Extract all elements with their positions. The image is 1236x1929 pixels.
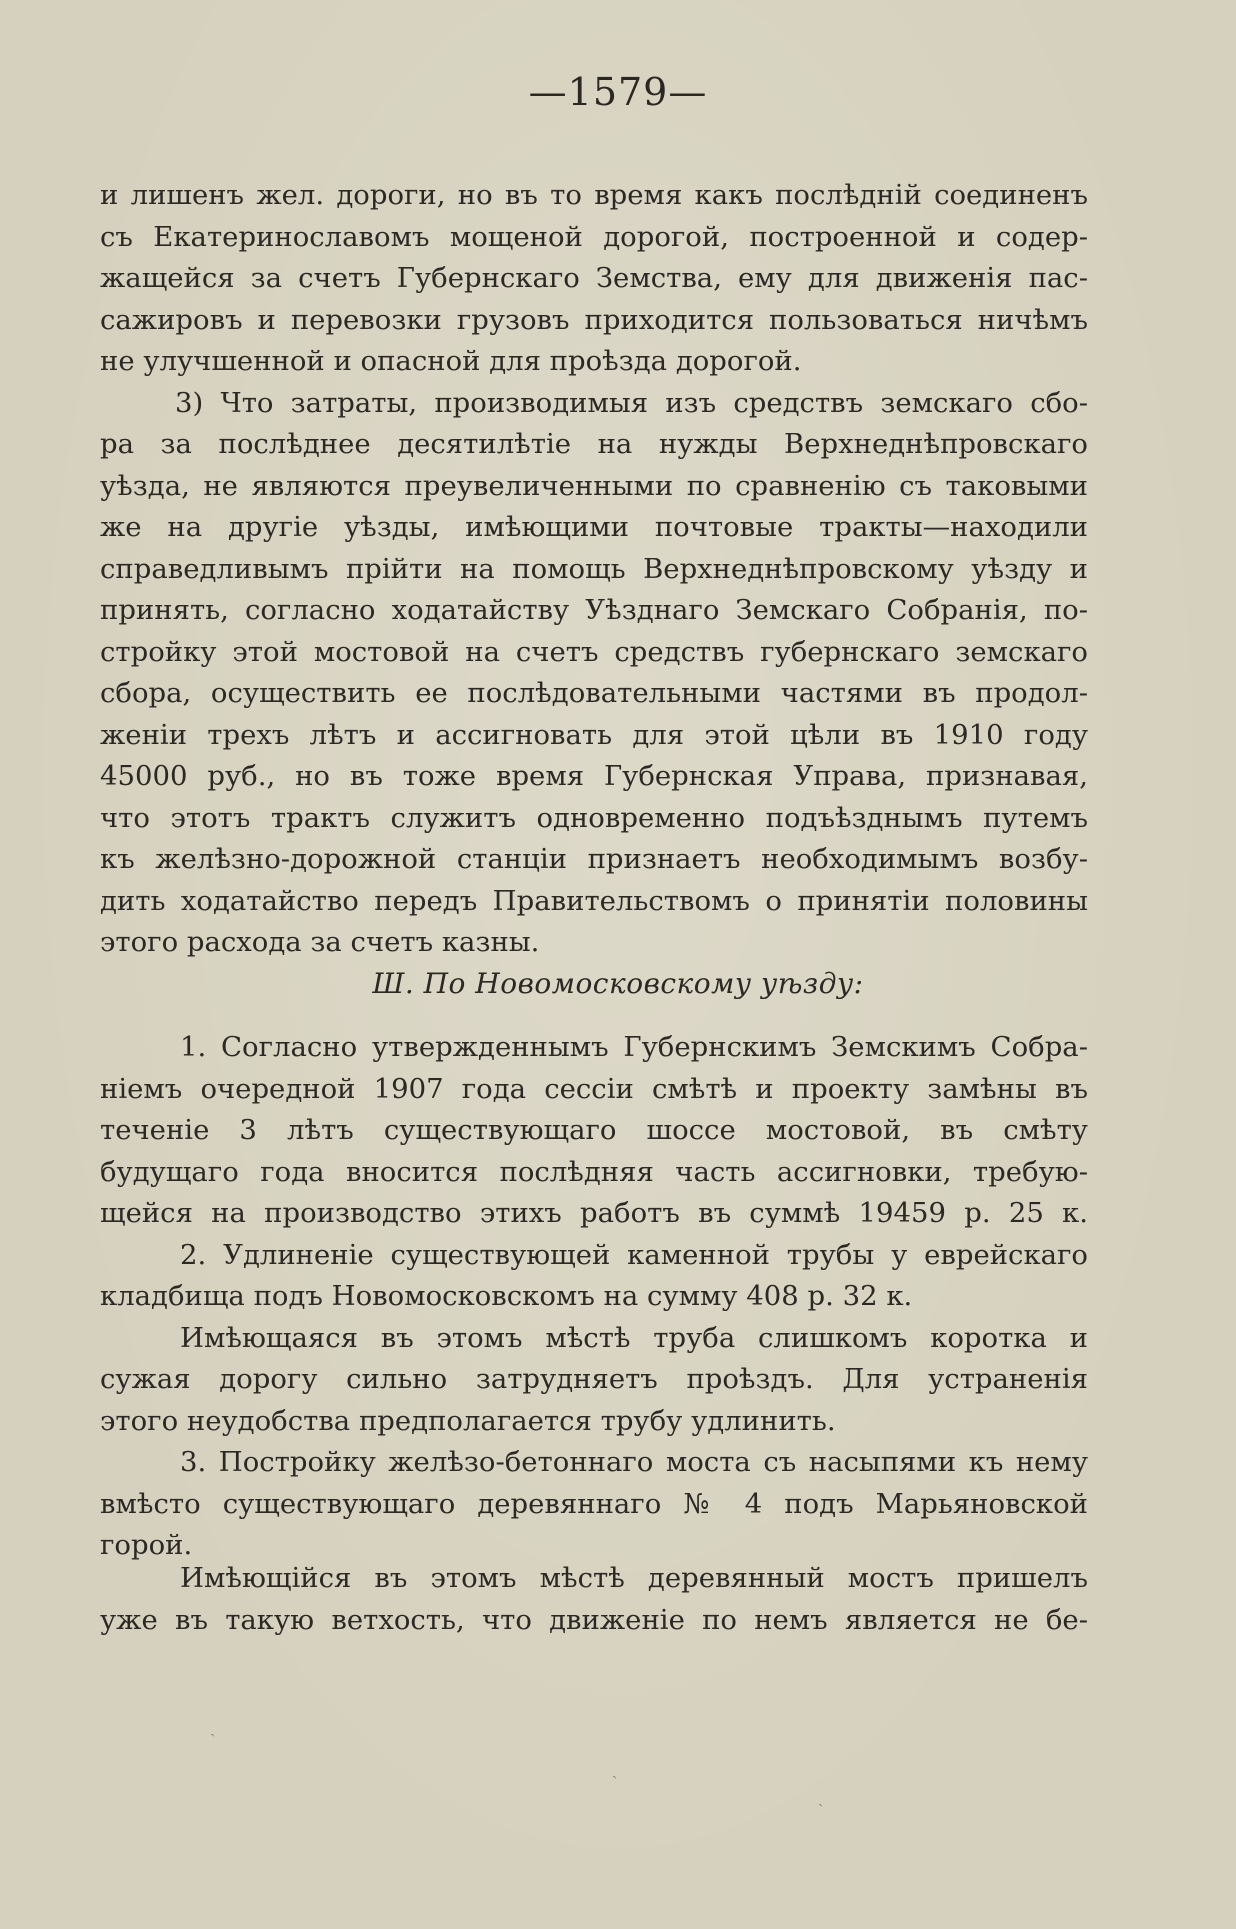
text-line: уже въ такую ветхость, что движеніе по немъ является не бе- xyxy=(100,1603,1088,1636)
text-line: стройку этой мостовой на счетъ средствъ губернскаго земскаго xyxy=(100,635,1088,668)
text-line: 1. Согласно утвержденнымъ Губернскимъ Земскимъ Собра- xyxy=(180,1031,1088,1063)
text-line: дить ходатайство передъ Правительствомъ о принятіи половины xyxy=(100,884,1088,917)
text-line: 3. Постройку желѣзо-бетоннаго моста съ насыпями къ нему xyxy=(180,1446,1088,1478)
text-block-bridge xyxy=(100,1558,1088,1641)
text-line: съ Екатеринославомъ мощеной дорогой, построенной и содер- xyxy=(100,220,1088,253)
text-line: не улучшенной и опасной для проѣзда дорогой. xyxy=(100,345,802,377)
text-line: жащейся за счетъ Губернскаго Земства, ему для движенія пас- xyxy=(100,262,1088,294)
text-line: сбора, осуществить ее послѣдовательными частями въ продол- xyxy=(100,677,1088,709)
text-line: что этотъ трактъ служитъ одновременно подъѣзднымъ путемъ xyxy=(100,801,1088,834)
text-line: же на другіе уѣзды, имѣющими почтовые тракты—находили xyxy=(100,511,1088,543)
text-line: принять, согласно ходатайству Уѣзднаго Земскаго Собранія, по- xyxy=(100,594,1088,626)
text-line: къ желѣзно-дорожной станціи признаетъ необходимымъ возбу- xyxy=(100,843,1088,875)
text-block-verkhnedneprovsk xyxy=(100,175,1088,964)
section-heading-novomoskovsk: Ш. По Новомосковскому уѣзду: xyxy=(372,967,864,1000)
text-line: теченіе 3 лѣтъ существующаго шоссе мостовой, въ смѣту xyxy=(100,1114,1088,1146)
page-number: —1579— xyxy=(528,70,708,114)
text-line: Имѣющаяся въ этомъ мѣстѣ труба слишкомъ коротка и xyxy=(180,1321,1088,1354)
text-line: 2. Удлиненіе существующей каменной трубы у еврейскаго xyxy=(180,1238,1088,1271)
text-line: женіи трехъ лѣтъ и ассигновать для этой цѣли въ 1910 году xyxy=(100,718,1088,751)
text-line: 3) Что затраты, производимыя изъ средствъ земскаго сбо- xyxy=(175,386,1088,419)
text-line: ра за послѣднее десятилѣтіе на нужды Верхнеднѣпровскаго xyxy=(100,428,1088,460)
text-line: этого расхода за счетъ казны. xyxy=(100,926,540,958)
text-line: сажировъ и перевозки грузовъ приходится пользоваться ничѣмъ xyxy=(100,303,1088,336)
paper-speck: ˎ xyxy=(612,1760,618,1779)
text-line: справедливымъ прійти на помощь Верхнеднѣпровскому уѣзду и xyxy=(100,552,1088,585)
text-line: горой. xyxy=(100,1529,193,1561)
text-line: вмѣсто существующаго деревяннаго № 4 подъ Марьяновской xyxy=(100,1487,1088,1520)
paper-speck: ˏ xyxy=(210,1718,216,1737)
text-line: кладбища подъ Новомосковскомъ на сумму 408 р. 32 к. xyxy=(100,1280,913,1312)
text-line: 45000 руб., но въ тоже время Губернская Управа, признавая, xyxy=(100,760,1088,792)
text-line: ніемъ очередной 1907 года сессіи смѣтѣ и проекту замѣны въ xyxy=(100,1072,1088,1105)
paper-speck: ˏ xyxy=(818,1788,824,1807)
text-line: Имѣющійся въ этомъ мѣстѣ деревянный мостъ пришелъ xyxy=(180,1562,1088,1594)
text-line: и лишенъ жел. дороги, но въ то время какъ послѣдній соединенъ xyxy=(100,179,1088,211)
text-line: щейся на производство этихъ работъ въ суммѣ 19459 р. 25 к. xyxy=(100,1197,1088,1229)
text-block-novomoskovsk xyxy=(100,1027,1088,1567)
text-line: будущаго года вносится послѣдняя часть ассигновки, требую- xyxy=(100,1155,1088,1188)
text-line: уѣзда, не являются преувеличенными по сравненію съ таковыми xyxy=(100,469,1088,502)
text-line: этого неудобства предполагается трубу удлинить. xyxy=(100,1404,836,1437)
text-line: сужая дорогу сильно затрудняетъ проѣздъ. Для устраненія xyxy=(100,1363,1088,1395)
